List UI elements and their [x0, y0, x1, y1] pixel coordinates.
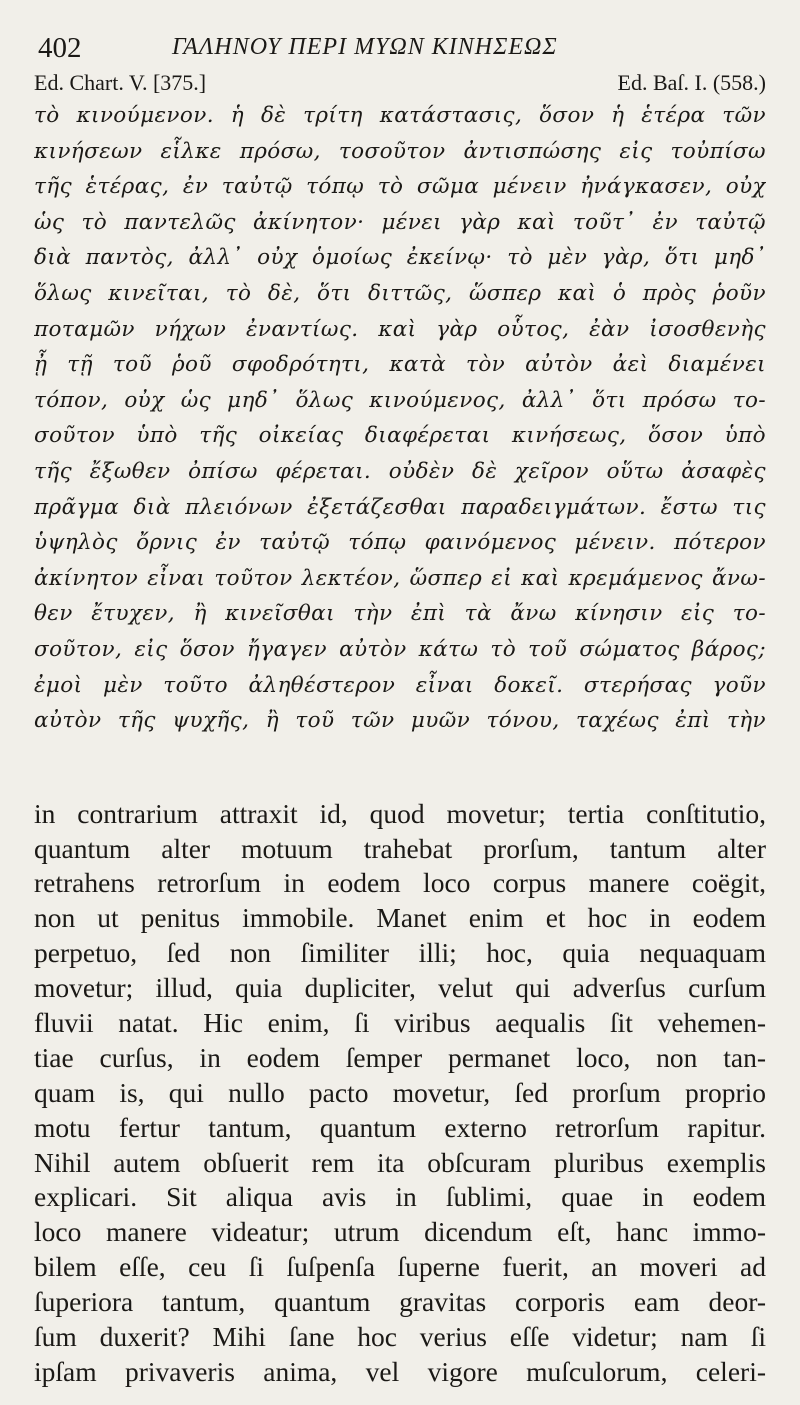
greek-text-line: σοῦτον ὑπὸ τῆς οἰκείας διαφέρεται κινήσεως, ὅσον ὑπὸ	[34, 423, 766, 449]
edition-basel-ref: Ed. Baſ. I. (558.)	[617, 70, 766, 95]
latin-text-line: Nihil autem obſuerit rem ita obſcuram pluribus exemplis	[34, 1146, 766, 1178]
latin-text-line: tiae curſus, in eodem ſemper permanet loco, non tan-	[34, 1041, 766, 1073]
greek-text-line: αὐτὸν τῆς ψυχῆς, ἢ τοῦ τῶν μυῶν τόνου, ταχέως ἐπὶ τὴν	[34, 708, 766, 734]
edition-chartier-ref: Ed. Chart. V. [375.]	[34, 70, 207, 95]
greek-text-line: ᾖ τῇ τοῦ ῥοῦ σφοδρότητι, κατὰ τὸν αὐτὸν ἀεὶ διαμένει	[34, 352, 766, 378]
latin-text-line: fluvii natat. Hic enim, ſi viribus aequalis ſit vehemen-	[34, 1007, 766, 1039]
greek-text-line: τῆς ἑτέρας, ἐν ταὐτῷ τόπῳ τὸ σῶμα μένειν ἠνάγκασεν, οὐχ	[34, 174, 766, 200]
latin-text-line: perpetuo, ſed non ſimiliter illi; hoc, quia nequaquam	[34, 937, 766, 969]
latin-text-line: explicari. Sit aliqua avis in ſublimi, quae in eodem	[34, 1181, 766, 1213]
greek-text-line: τὸ κινούμενον. ἡ δὲ τρίτη κατάστασις, ὅσον ἡ ἑτέρα τῶν	[34, 103, 766, 128]
latin-text-line: non ut penitus immobile. Manet enim et hoc in eodem	[34, 902, 766, 934]
greek-text-line: πρᾶγμα διὰ πλειόνων ἐξετάζεσθαι παραδειγμάτων. ἔστω τις	[34, 494, 766, 520]
greek-text-line: ἀκίνητον εἶναι τοῦτον λεκτέον, ὥσπερ εἰ καὶ κρεμάμενος ἄνω-	[34, 565, 766, 591]
running-head	[34, 28, 766, 66]
latin-text-line: ſuperiora tantum, quantum gravitas corporis eam deor-	[34, 1286, 766, 1318]
running-title: ΓΑΛΗΝΟΥ ΠΕΡΙ ΜΥΩΝ ΚΙΝΗΣΕΩΣ	[172, 34, 558, 60]
greek-text-line: ἐμοὶ μὲν τοῦτο ἀληθέστερον εἶναι δοκεῖ. στερήσας γοῦν	[34, 672, 766, 698]
latin-text-line: bilem eſſe, ceu ſi ſuſpenſa ſuperne fuerit, an moveri ad	[34, 1251, 766, 1283]
latin-translation	[34, 797, 766, 1390]
greek-text-line: κινήσεων εἷλκε πρόσω, τοσοῦτον ἀντισπώσης εἰς τοὐπίσω	[34, 138, 766, 164]
latin-text-line: quantum alter motuum trahebat prorſum, tantum alter	[34, 832, 766, 864]
greek-text-line: ὅλως κινεῖται, τὸ δὲ, ὅτι διττῶς, ὥσπερ καὶ ὁ πρὸς ῥοῦν	[34, 280, 766, 306]
latin-text-line: ipſam privaveris anima, vel vigore muſculorum, celeri-	[34, 1355, 766, 1387]
greek-text-line: διὰ παντὸς, ἀλλ᾽ οὐχ ὁμοίως ἐκείνῳ· τὸ μὲν γὰρ, ὅτι μηδ᾽	[34, 245, 766, 271]
edition-references	[34, 66, 766, 96]
page-number: 402	[38, 32, 82, 64]
greek-text-line: τῆς ἔξωθεν ὀπίσω φέρεται. οὐδὲν δὲ χεῖρον οὕτω ἀσαφὲς	[34, 458, 766, 484]
latin-text-line: motu fertur tantum, quantum externo retrorſum rapitur.	[34, 1111, 766, 1143]
latin-text-line: ſum duxerit? Mihi ſane hoc verius eſſe videtur; nam ſi	[34, 1321, 766, 1353]
bleed-through-text	[34, 763, 766, 787]
greek-text-line: ὡς τὸ παντελῶς ἀκίνητον· μένει γὰρ καὶ τοῦτ᾽ ἐν ταὐτῷ	[34, 209, 766, 235]
greek-text-line: σοῦτον, εἰς ὅσον ἤγαγεν αὐτὸν κάτω τὸ τοῦ σώματος βάρος;	[34, 636, 766, 662]
greek-text-line: ὑψηλὸς ὄρνις ἐν ταὐτῷ τόπῳ φαινόμενος μένειν. πότερον	[34, 530, 766, 556]
latin-text-line: movetur; illud, quia dupliciter, velut qui adverſus curſum	[34, 972, 766, 1004]
latin-text-line: in contrarium attraxit id, quod movetur; tertia conſtitutio,	[34, 797, 766, 829]
greek-text-line: ποταμῶν νήχων ἐναντίως. καὶ γὰρ οὗτος, ἐὰν ἰσοσθενὴς	[34, 316, 766, 342]
latin-text-line: retrahens retrorſum in eodem loco corpus manere coëgit,	[34, 867, 766, 899]
latin-text-line: loco manere videatur; utrum dicendum eſt, hanc immo-	[34, 1216, 766, 1248]
greek-text	[34, 98, 766, 739]
latin-text-line: quam is, qui nullo pacto movetur, ſed prorſum proprio	[34, 1076, 766, 1108]
greek-text-line: θεν ἔτυχεν, ἢ κινεῖσθαι τὴν ἐπὶ τὰ ἄνω κίνησιν εἰς το-	[34, 601, 766, 627]
greek-text-line: τόπον, οὐχ ὡς μηδ᾽ ὅλως κινούμενος, ἀλλ᾽ ὅτι πρόσω το-	[34, 387, 766, 413]
